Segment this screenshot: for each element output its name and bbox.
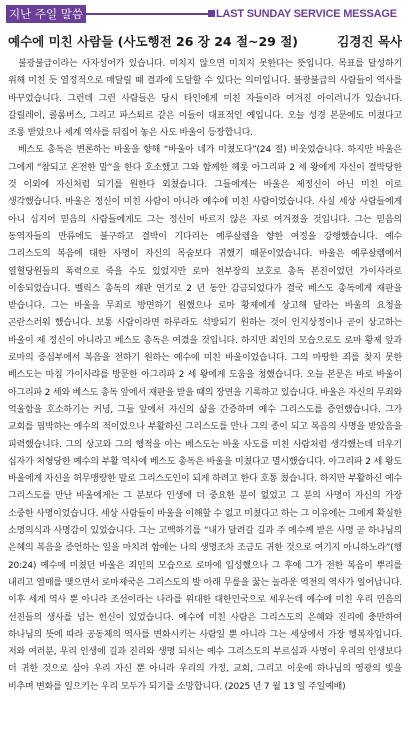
sermon-title: 예수에 미친 사람들 (사도행전 26 장 24 절~29 절) <box>8 34 299 49</box>
section-header <box>0 0 410 26</box>
sermon-paragraph: 불광불급이라는 사자성어가 있습니다. 미치지 않으면 미치지 못한다는 뜻입니다. 목표를 달성하기 위해 미친 듯 열정적으로 매달릴 때 결과에 도달할 수 있다는 의미입니다. 불광불급의 사람들이 역사를 바꾸었습니다. 그런데 그런 사람들은 당시 타인에게 미친 자들이라 여겨진 아이러니가 있습니다. 갈릴레이, 콜롬버스, 그리고 파스퇴르 같은 이들이 대표적인 예입니다. 오늘 성경 본문에도 미쳤다고 조롱 받았으나 세계 역사를 뒤집어 놓은 사도 바울이 등장합니다. <box>8 59 402 139</box>
sermon-author: 김경진 목사 <box>337 34 402 49</box>
header-title: LAST SUNDAY SERVICE MESSAGE <box>216 8 397 20</box>
sermon-paragraph: 베스도 총독은 변론하는 바울을 향해 “바울아 네가 미쳤도다”(24 절) 비웃었습니다. 하지만 바울은 그에게 “참되고 온전한 말”을 한다 호소했고 그와 함께한 헤롯 아그리파 2 세 왕에게 자신이 결박당한 것 이외에 자신처럼 되기를 원한다 외쳤습니다. 그들에게는 바울은 제정신이 아닌 미친 이로 생각했습니다. 바울은 정신이 미친 사람이 아니라 예수에 미친 사람이었습니다. 사실 세상 사람들에게 아니 심지어 믿음의 사람들에게도 그는 정신이 바르지 않은 자로 여겨졌을 것입니다. 그는 믿음의 동역자들의 만류에도 불구하고 결박이 기다리는 예루살렘을 향한 여정을 강행했습니다. 예수 그리스도의 복음에 대한 사명이 자신의 목숨보다 귀했기 때문이었습니다. 바울은 예루살렘에서 열혈당원들의 폭력으로 죽을 수도 있었지만 로마 천부장의 보호로 총독 본진이었던 가이사라로 이송되었습니다. 벨릭스 총독의 재판 연기로 2 년 동안 감금되었다가 결국 베스도 총독에게 재판을 받습니다. 그는 바울을 무죄로 방면하기 원했으나 로마 황제에게 상고해 달라는 바울의 요청을 곤란스러워 했습니다. 보통 사람이라면 하루라도 석방되기 원하는 것이 인지상정이나 곧이 상고하는 바울이 제 정신이 아니라고 베스도 총독은 여겼을 것입니다. 하지만 죄인의 모습으로도 로마 황제 앞과 로마의 중심부에서 복음을 전하기 원하는 예수에 미친 바울이었습니다. 그의 마땅한 죄를 찾지 못한 베스도는 마침 가이사랴를 방문한 아그리파 2 세 왕에게 도움을 청했습니다. 오늘 본문은 바로 바울이 아그리파 2 세와 베스도 총독 앞에서 재판을 받을 때의 장면을 기록하고 있습니다. 바울은 자신의 무죄와 억울함을 호소하기는 커녕, 그들 앞에서 자신의 삶을 간증하며 예수 그리스도를 증언했습니다. 그가 교회를 핍박하는 예수의 적이었으나 부활하신 그리스도를 만나 그의 종이 되고 복음의 사명을 받았음을 피력했습니다. 그의 상고와 그의 행적을 아는 베스도는 바울 사도를 미친 사람처럼 생각했는데 더우기 십자가 처형당한 예수의 부활 역사에 베스도 총독은 바울을 미쳤다고 멸시했습니다. 아그리파 2 세 왕도 바울에게 자신을 허무맹랑한 말로 그리스도인이 되게 하려고 한다 호통 쳤습니다. 하지만 부활하신 예수 그리스도를 만난 바울에게는 그 분보다 인생에 더 중요한 분이 없었고 그 분의 사명이 자신의 가장 소중한 사명이었습니다. 세상 사람들이 바울을 이해할 수 없고 미쳤다고 하는 그 이유에는 그에게 확실한 소명의식과 사명감이 있었습니다. 그는 고백하기를 “내가 달려갈 길과 주 예수께 받은 사명 곧 하나님의 은혜의 복음을 증언하는 일을 마치려 함에는 나의 생명조차 조금도 귀한 것으로 여기지 아니하노라”(행 20:24) 예수에 미쳤던 바울은 죄인의 모습으로 로마에 입성했으나 그 후에 그가 전한 복음이 뿌리를 내리고 열매를 맺으면서 로마제국은 그리스도의 발 아래 무릎을 꿇는 놀라운 역전의 역사가 일어납니다. 이후 세계 역사 뿐 아니라 조선이라는 나라를 위대한 대한민국으로 세우는데 예수에 미친 우리 민음의 선진들의 생사를 넘는 헌신이 있었습니다. 예수에 미친 사람은 그리스도의 은혜와 진리에 충만하여 하나님의 뜻에 따라 공동체의 역사를 변화시키는 사람일 뿐 아니라 그는 세상에서 가장 행복자입니다. 저와 여러분, 우리 인생에 길과 진리와 생명 되시는 예수 그리스도의 부르심과 사명이 우리의 인생보다 더 귀한 것으로 삼아 우리 자신 뿐 아니라 우리의 가정, 교회, 그리고 이웃에 하나님의 영광의 빛을 비추며 변화를 일으키는 우리 모두가 되기를 소망합니다. (2025 년 7 월 13 일 주일예배) <box>8 145 403 692</box>
sermon-body <box>8 56 402 696</box>
header-tag-label: 지난 주일 말씀 <box>6 5 86 23</box>
header-divider-line <box>86 13 210 15</box>
sermon-heading <box>8 32 402 52</box>
header-square-icon <box>208 10 215 17</box>
